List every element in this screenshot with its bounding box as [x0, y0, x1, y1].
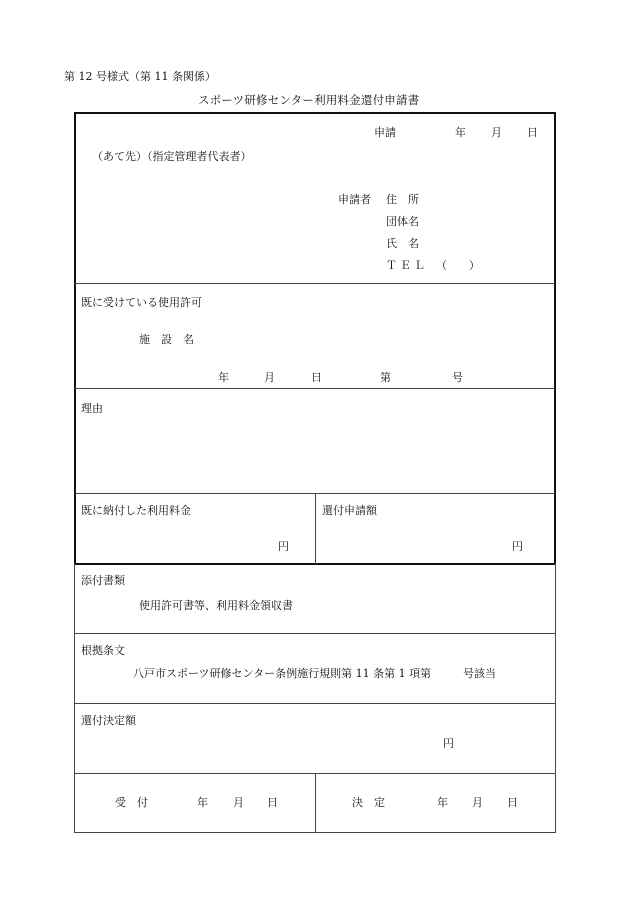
basis-suffix: 号該当 — [463, 667, 496, 680]
decided-year-label: 年 — [437, 796, 448, 809]
attachments-value: 使用許可書等、利用料金領収書 — [139, 599, 293, 612]
permit-go-label: 号 — [452, 371, 463, 384]
group-name-label: 団体名 — [386, 215, 419, 228]
apply-date-label: 申請 — [374, 126, 396, 139]
refund-request-yen: 円 — [512, 540, 523, 553]
decided-month-label: 月 — [472, 796, 483, 809]
apply-year-label: 年 — [455, 126, 466, 139]
permit-month-label: 月 — [264, 371, 275, 384]
basis-text: 八戸市スポーツ研修センター条例施行規則第 11 条第 1 項第 — [133, 667, 432, 680]
form-number: 第 12 号様式（第 11 条関係） — [64, 70, 216, 83]
divider-2 — [75, 388, 555, 389]
received-day-label: 日 — [267, 796, 278, 809]
attachments-label: 添付書類 — [81, 574, 125, 587]
divider-5 — [74, 703, 556, 704]
decision-amount-label: 還付決定額 — [81, 714, 136, 727]
reason-label: 理由 — [81, 402, 103, 415]
decided-label: 決 定 — [352, 796, 385, 809]
permit-label: 既に受けている使用許可 — [81, 296, 202, 309]
addressee-label: （あて先）（指定管理者代表者） — [92, 150, 252, 163]
divider-footer — [315, 773, 316, 833]
permit-dai-label: 第 — [380, 371, 391, 384]
permit-year-label: 年 — [218, 371, 229, 384]
facility-label: 施 設 名 — [139, 333, 194, 346]
paid-fee-yen: 円 — [278, 540, 289, 553]
tel-paren: （ ） — [436, 259, 480, 272]
permit-day-label: 日 — [311, 371, 322, 384]
page-title: スポーツ研修センター利用料金還付申請書 — [198, 93, 420, 107]
received-year-label: 年 — [197, 796, 208, 809]
address-label: 住 所 — [386, 193, 419, 206]
apply-day-label: 日 — [527, 126, 538, 139]
applicant-label: 申請者 — [338, 193, 371, 206]
basis-label: 根拠条文 — [81, 644, 125, 657]
apply-month-label: 月 — [491, 126, 502, 139]
received-label: 受 付 — [115, 796, 148, 809]
divider-paid-refund — [315, 493, 316, 564]
refund-request-label: 還付申請額 — [322, 504, 377, 517]
tel-label: ＴＥＬ — [386, 259, 428, 272]
decision-amount-yen: 円 — [443, 737, 454, 750]
received-month-label: 月 — [233, 796, 244, 809]
name-label: 氏 名 — [386, 237, 419, 250]
paid-fee-label: 既に納付した利用料金 — [81, 504, 191, 517]
divider-4 — [74, 633, 556, 634]
decided-day-label: 日 — [507, 796, 518, 809]
divider-1 — [75, 283, 555, 284]
